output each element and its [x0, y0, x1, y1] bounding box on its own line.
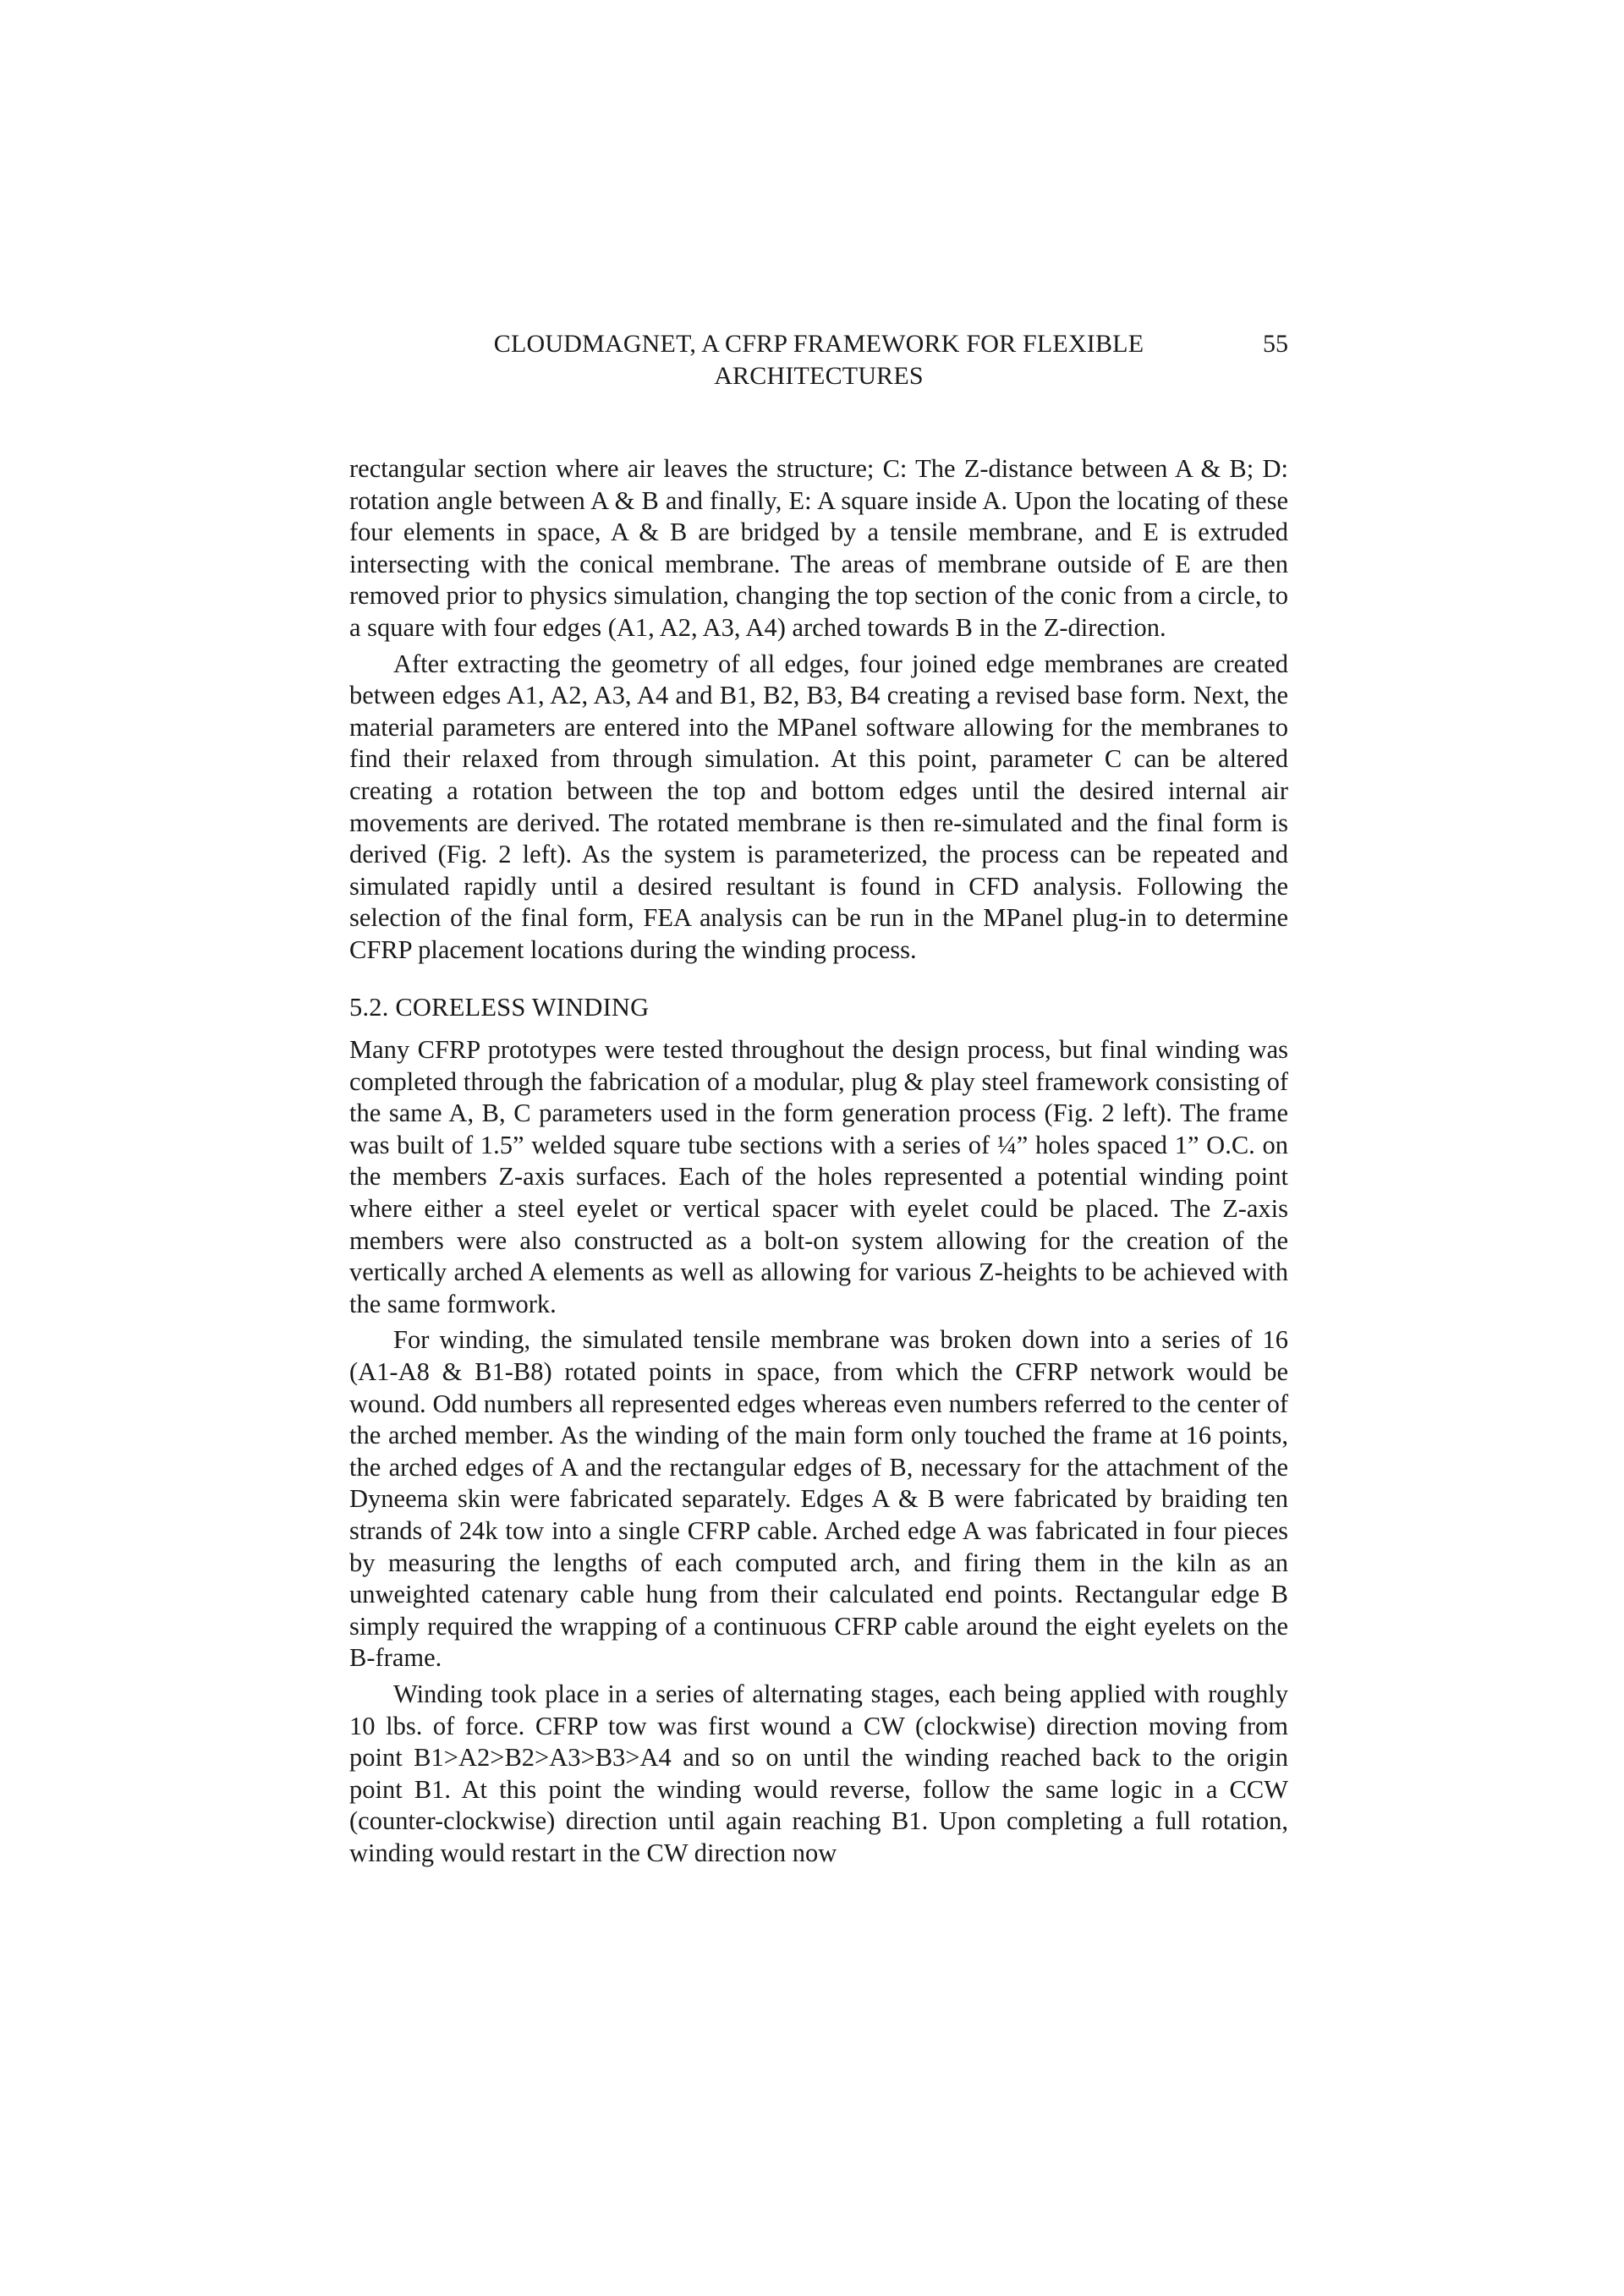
paragraph-5: Winding took place in a series of alternating stages, each being applied with roughly 10 lbs. of force. CFRP tow was first wound a CW (clockwise) direction moving from point B1>A2>B2>A3>B3>A4 and so on until the winding reached back to the origin point B1. At this point the winding would reverse, follow the same logic in a CCW (counter-clockwise) direction until again reaching B1. Upon completing a full rotation, winding would restart in the CW direction now	[349, 1679, 1288, 1867]
paragraph-4: For winding, the simulated tensile membrane was broken down into a series of 16 (A1-A8 & B1-B8) rotated points in space, from which the CFRP network would be wound. Odd numbers all represented edges whereas even numbers referred to the center of the arched member. As the winding of the main form only touched the frame at 16 points, the arched edges of A and the rectangular edges of B, necessary for the attachment of the Dyneema skin were fabricated separately. Edges A & B were fabricated by braiding ten strands of 24k tow into a single CFRP cable. Arched edge A was fabricated in four pieces by measuring the lengths of each computed arch, and firing them in the kiln as an unweighted catenary cable hung from their calculated end points. Rectangular edge B simply required the wrapping of a continuous CFRP cable around the eight eyelets on the B-frame.	[349, 1325, 1288, 1673]
paragraph-2: After extracting the geometry of all edges, four joined edge membranes are created between edges A1, A2, A3, A4 and B1, B2, B3, B4 creating a revised base form. Next, the material parameters are entered into the MPanel software allowing for the membranes to find their relaxed from through simulation. At this point, parameter C can be altered creating a rotation between the top and bottom edges until the desired internal air movements are derived. The rotated membrane is then re-simulated and the final form is derived (Fig. 2 left). As the system is parameterized, the process can be repeated and simulated rapidly until a desired resultant is found in CFD analysis. Following the selection of the final form, FEA analysis can be run in the MPanel plug-in to determine CFRP placement locations during the winding process.	[349, 649, 1288, 964]
running-header	[349, 328, 1288, 404]
running-title-line-2: ARCHITECTURES	[714, 362, 924, 390]
running-title-line-1: CLOUDMAGNET, A CFRP FRAMEWORK FOR FLEXIBLE	[493, 330, 1144, 358]
body-text	[349, 453, 1288, 1870]
section-heading: 5.2. CORELESS WINDING	[349, 992, 650, 1022]
paragraph-1: rectangular section where air leaves the structure; C: The Z-distance between A & B; D: rotation angle between A & B and finally, E: A square inside A. Upon the locating of these four elements in space, A & B are bridged by a tensile membrane, and E is extruded intersecting with the conical membrane. The areas of membrane outside of E are then removed prior to physics simulation, changing the top section of the conic from a circle, to a square with four edges (A1, A2, A3, A4) arched towards B in the Z-direction.	[349, 454, 1288, 642]
page-number: 55	[1263, 330, 1288, 358]
paragraph-3: Many CFRP prototypes were tested throughout the design process, but final winding was completed through the fabrication of a modular, plug & play steel framework consisting of the same A, B, C parameters used in the form generation process (Fig. 2 left). The frame was built of 1.5” welded square tube sections with a series of ¼” holes spaced 1” O.C. on the members Z-axis surfaces. Each of the holes represented a potential winding point where either a steel eyelet or vertical spacer with eyelet could be placed. The Z-axis members were also constructed as a bolt-on system allowing for the creation of the vertically arched A elements as well as allowing for various Z-heights to be achieved with the same formwork.	[349, 1035, 1288, 1318]
running-title	[349, 328, 1288, 392]
